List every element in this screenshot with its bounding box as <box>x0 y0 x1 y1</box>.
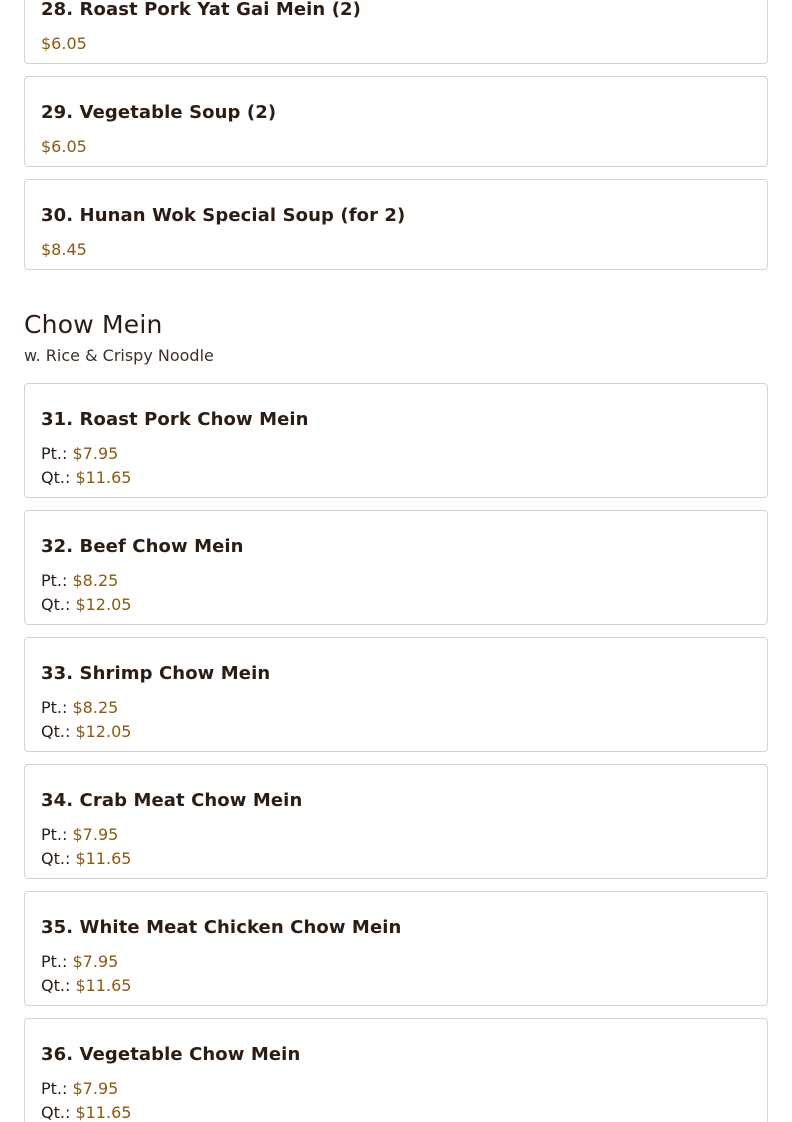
pint-label: Pt.: <box>41 952 68 971</box>
menu-item-name: 29. Vegetable Soup (2) <box>41 102 277 123</box>
pint-label: Pt.: <box>41 1079 68 1098</box>
quart-price: $11.65 <box>75 976 132 995</box>
menu-item-name: 35. White Meat Chicken Chow Mein <box>41 917 402 938</box>
quart-label: Qt.: <box>41 595 71 614</box>
section-header <box>24 310 768 366</box>
quart-price: $11.65 <box>75 468 132 487</box>
quart-label: Qt.: <box>41 468 71 487</box>
quart-label: Qt.: <box>41 849 71 868</box>
pint-label: Pt.: <box>41 698 68 717</box>
quart-label: Qt.: <box>41 1103 71 1122</box>
pint-label: Pt.: <box>41 444 68 463</box>
quart-price-line <box>41 847 751 871</box>
pint-price: $8.25 <box>72 698 119 717</box>
quart-price-line <box>41 720 751 744</box>
pint-price-line <box>41 823 751 847</box>
pint-label: Pt.: <box>41 825 68 844</box>
quart-label: Qt.: <box>41 722 71 741</box>
pint-price-line <box>41 950 751 974</box>
menu-item-price-line <box>41 238 751 262</box>
menu-page <box>24 0 768 1122</box>
section-title: Chow Mein <box>24 310 163 339</box>
quart-label: Qt.: <box>41 976 71 995</box>
menu-item-card[interactable] <box>24 510 768 625</box>
menu-item-name: 33. Shrimp Chow Mein <box>41 663 271 684</box>
pint-price-line <box>41 1077 751 1101</box>
quart-price-line <box>41 593 751 617</box>
pint-price: $7.95 <box>72 1079 119 1098</box>
pint-label: Pt.: <box>41 571 68 590</box>
pint-price-line <box>41 696 751 720</box>
quart-price: $11.65 <box>75 849 132 868</box>
quart-price-line <box>41 974 751 998</box>
menu-item-card[interactable] <box>24 1018 768 1122</box>
menu-item-price-line <box>41 135 751 159</box>
menu-item-price: $6.05 <box>41 137 87 156</box>
menu-item-card[interactable] <box>24 0 768 64</box>
quart-price: $12.05 <box>75 722 132 741</box>
menu-item-card[interactable] <box>24 76 768 167</box>
pint-price: $8.25 <box>72 571 119 590</box>
menu-item-name: 28. Roast Pork Yat Gai Mein (2) <box>41 0 361 20</box>
quart-price-line <box>41 466 751 490</box>
menu-item-price: $6.05 <box>41 34 87 53</box>
quart-price: $11.65 <box>75 1103 132 1122</box>
section-description: w. Rice & Crispy Noodle <box>24 346 214 365</box>
pint-price-line <box>41 569 751 593</box>
pint-price-line <box>41 442 751 466</box>
menu-item-name: 31. Roast Pork Chow Mein <box>41 409 309 430</box>
menu-item-card[interactable] <box>24 179 768 270</box>
pint-price: $7.95 <box>72 444 119 463</box>
menu-item-name: 30. Hunan Wok Special Soup (for 2) <box>41 205 406 226</box>
menu-item-card[interactable] <box>24 891 768 1006</box>
pint-price: $7.95 <box>72 952 119 971</box>
pint-price: $7.95 <box>72 825 119 844</box>
menu-item-price-line <box>41 32 751 56</box>
menu-item-card[interactable] <box>24 383 768 498</box>
menu-item-name: 34. Crab Meat Chow Mein <box>41 790 303 811</box>
menu-item-card[interactable] <box>24 764 768 879</box>
quart-price: $12.05 <box>75 595 132 614</box>
menu-item-card[interactable] <box>24 637 768 752</box>
menu-item-price: $8.45 <box>41 240 87 259</box>
menu-item-name: 32. Beef Chow Mein <box>41 536 244 557</box>
quart-price-line <box>41 1101 751 1122</box>
menu-item-name: 36. Vegetable Chow Mein <box>41 1044 301 1065</box>
